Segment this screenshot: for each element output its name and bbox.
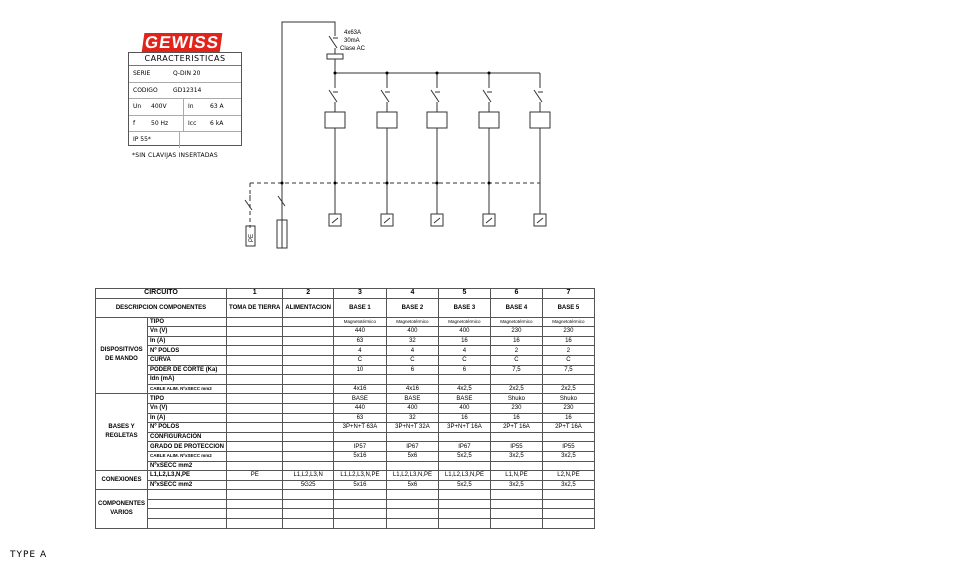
cell: 230 [542, 327, 594, 337]
cell [227, 413, 283, 423]
cell: 16 [542, 413, 594, 423]
cell: 230 [542, 403, 594, 413]
cell [227, 432, 283, 442]
description-5: BASE 3 [438, 298, 490, 317]
cell [283, 355, 334, 365]
cell [333, 490, 386, 500]
type-label: TYPE A [10, 550, 48, 560]
table-row [96, 317, 595, 327]
cell [490, 490, 542, 500]
row-label: CONFIGURACIÓN [148, 432, 227, 442]
icc-value: 6 kA [210, 119, 224, 127]
cell: 400 [438, 327, 490, 337]
ip-label: IP 55* [133, 136, 151, 144]
cell: 5G25 [283, 480, 334, 490]
cell [227, 327, 283, 337]
cell: 440 [333, 403, 386, 413]
cell: 63 [333, 413, 386, 423]
description-2: ALIMENTACION [283, 298, 334, 317]
cell [386, 432, 438, 442]
cell [283, 317, 334, 327]
cell [227, 375, 283, 385]
row-label: TIPO [148, 317, 227, 327]
cell [438, 519, 490, 529]
cell: L1,L2,L3,N,PE [333, 471, 386, 481]
main-breaker-sensitivity: 30mA [344, 38, 360, 44]
row-label: L1,L2,L3,N,PE [148, 471, 227, 481]
cell: 230 [490, 327, 542, 337]
table-row [96, 519, 595, 529]
table-row [96, 394, 595, 404]
cell [542, 509, 594, 519]
description-4: BASE 2 [386, 298, 438, 317]
row-label: In (A) [148, 336, 227, 346]
row-label: NºxSECC mm2 [148, 480, 227, 490]
row-label [148, 509, 227, 519]
cell: C [438, 355, 490, 365]
cell [490, 375, 542, 385]
row-label: Nº POLOS [148, 423, 227, 433]
cell [227, 394, 283, 404]
cell [227, 346, 283, 356]
cell: 63 [333, 336, 386, 346]
cell: BASE [438, 394, 490, 404]
row-label: CABLE ALIM. NºxSECC mm2 [148, 451, 227, 461]
cell [333, 509, 386, 519]
row-label: PODER DE CORTE (Ka) [148, 365, 227, 375]
cell: 6 [438, 365, 490, 375]
in-label: In [188, 103, 194, 111]
cell: C [490, 355, 542, 365]
row-label [148, 519, 227, 529]
un-label: Un [133, 103, 142, 111]
row-label: NºxSECC mm2 [148, 461, 227, 471]
table-row [96, 461, 595, 471]
row-label: TIPO [148, 394, 227, 404]
cell: IP67 [386, 442, 438, 452]
table-row [96, 413, 595, 423]
cell [283, 519, 334, 529]
cell: 16 [490, 336, 542, 346]
description-label: DESCRIPCION COMPONENTES [96, 298, 227, 317]
cell: 2P+T 16A [490, 423, 542, 433]
cell [227, 423, 283, 433]
cell: L1,L2,L3,N,PE [438, 471, 490, 481]
cell [283, 423, 334, 433]
cell: C [386, 355, 438, 365]
cell: Shuko [542, 394, 594, 404]
cell: 2 [490, 346, 542, 356]
cell: 16 [438, 336, 490, 346]
cell [386, 375, 438, 385]
branch-1-rect [325, 112, 345, 128]
branch-3-rect [427, 112, 447, 128]
row-label [148, 490, 227, 500]
table-row [96, 336, 595, 346]
cell [283, 403, 334, 413]
table-row [96, 327, 595, 337]
main-breaker-class: Clase AC [340, 46, 366, 52]
table-row [96, 509, 595, 519]
table-row [96, 365, 595, 375]
cell [490, 461, 542, 471]
cell: 5x16 [333, 480, 386, 490]
cell: L1,L2,L3,N [283, 471, 334, 481]
cell: 400 [386, 327, 438, 337]
cell [283, 375, 334, 385]
cell: 16 [542, 336, 594, 346]
cell: 7,5 [490, 365, 542, 375]
cell [438, 375, 490, 385]
table-row [96, 432, 595, 442]
cell [227, 461, 283, 471]
branch-1-line [332, 218, 338, 223]
cell [542, 490, 594, 500]
cell: 5x16 [333, 451, 386, 461]
cell [283, 365, 334, 375]
cell: Magnetotérmico [438, 317, 490, 327]
cell [438, 499, 490, 509]
cell [227, 403, 283, 413]
cell [283, 432, 334, 442]
row-label: Nº POLOS [148, 346, 227, 356]
cell [333, 461, 386, 471]
table-header-row [96, 289, 595, 299]
cell [438, 461, 490, 471]
cell: Magnetotérmico [490, 317, 542, 327]
cell: 3x2,5 [542, 451, 594, 461]
section-2: BASES Y REGLETAS [96, 394, 148, 471]
table-row [96, 451, 595, 461]
cell: 400 [386, 403, 438, 413]
cell: 10 [333, 365, 386, 375]
cell: 3P+N+T 63A [333, 423, 386, 433]
cell [333, 519, 386, 529]
cell: 5x6 [386, 480, 438, 490]
cell [333, 432, 386, 442]
cell: 3P+N+T 32A [386, 423, 438, 433]
characteristics-title: CARACTERISTICAS [129, 53, 241, 66]
cell: C [333, 355, 386, 365]
cell: 5x6 [386, 451, 438, 461]
table-row [96, 355, 595, 365]
cell [283, 442, 334, 452]
table-row [96, 480, 595, 490]
cell [227, 451, 283, 461]
cell [542, 461, 594, 471]
description-7: BASE 5 [542, 298, 594, 317]
cell: 4 [386, 346, 438, 356]
branch-5-line [537, 218, 543, 223]
cell: C [542, 355, 594, 365]
cell: 2 [542, 346, 594, 356]
table-row [96, 499, 595, 509]
branch-2-rect [377, 112, 397, 128]
cell: 32 [386, 413, 438, 423]
cell: 6 [386, 365, 438, 375]
cell: 3x2,5 [490, 480, 542, 490]
row-label [148, 499, 227, 509]
cell [490, 432, 542, 442]
description-1: TOMA DE TIERRA [227, 298, 283, 317]
cell [227, 490, 283, 500]
cell [542, 519, 594, 529]
rcd-box [327, 54, 343, 59]
row-label: GRADO DE PROTECCION [148, 442, 227, 452]
cell: 3x2,5 [490, 451, 542, 461]
table-row [96, 471, 595, 481]
cell [283, 336, 334, 346]
cell: IP57 [333, 442, 386, 452]
circuit-table [95, 288, 595, 529]
cell [227, 384, 283, 394]
circuit-number-4: 4 [386, 289, 438, 299]
cell: 4x16 [333, 384, 386, 394]
description-row [96, 298, 595, 317]
cell: L1,L2,L3,N,PE [386, 471, 438, 481]
cell: Magnetotérmico [386, 317, 438, 327]
table-row [96, 375, 595, 385]
circuit-number-6: 6 [490, 289, 542, 299]
section-1: DISPOSITIVOS DE MANDO [96, 317, 148, 394]
circuit-number-1: 1 [227, 289, 283, 299]
cell [283, 461, 334, 471]
row-label: CURVA [148, 355, 227, 365]
circuit-title-cell: CIRCUITO [96, 289, 227, 299]
cell [386, 461, 438, 471]
section-3: CONEXIONES [96, 471, 148, 490]
icc-label: Icc [188, 119, 197, 127]
gewiss-logo: GEWISS [142, 33, 223, 53]
cell [227, 442, 283, 452]
cell: 5x2,5 [438, 451, 490, 461]
pe-label: PE [249, 233, 255, 242]
row-label: Idn (mA) [148, 375, 227, 385]
row-label: In (A) [148, 413, 227, 423]
table-row [96, 403, 595, 413]
cell [283, 499, 334, 509]
f-value: 50 Hz [151, 119, 169, 127]
branch-5-rect [530, 112, 550, 128]
circuit-number-3: 3 [333, 289, 386, 299]
cell: 7,5 [542, 365, 594, 375]
circuit-number-2: 2 [283, 289, 334, 299]
cell [386, 499, 438, 509]
cell: 400 [438, 403, 490, 413]
cell [490, 499, 542, 509]
cell [283, 490, 334, 500]
cell: L2,N,PE [542, 471, 594, 481]
cell [386, 519, 438, 529]
cell: 2x2,5 [490, 384, 542, 394]
cell: IP55 [490, 442, 542, 452]
cell: 230 [490, 403, 542, 413]
cell [227, 519, 283, 529]
cell: IP55 [542, 442, 594, 452]
description-6: BASE 4 [490, 298, 542, 317]
cell: 16 [490, 413, 542, 423]
branch-3-line [434, 218, 440, 223]
cell [283, 384, 334, 394]
cell: PE [227, 471, 283, 481]
cell: 440 [333, 327, 386, 337]
branch-4-line [486, 218, 492, 223]
section-4: COMPONENTES VARIOS [96, 490, 148, 528]
cell: 16 [438, 413, 490, 423]
row-label: CABLE ALIM. NºxSECC mm2 [148, 384, 227, 394]
cell: 5x2,5 [438, 480, 490, 490]
cell [542, 375, 594, 385]
cell [386, 490, 438, 500]
cell: 3x2,5 [542, 480, 594, 490]
cell [283, 327, 334, 337]
cell: Shuko [490, 394, 542, 404]
cell [227, 499, 283, 509]
row-label: Vn (V) [148, 403, 227, 413]
cell [227, 355, 283, 365]
cell: BASE [386, 394, 438, 404]
codigo-label: CODIGO [133, 86, 158, 94]
cell: 3P+N+T 16A [438, 423, 490, 433]
cell [283, 346, 334, 356]
table-row [96, 442, 595, 452]
cell [438, 432, 490, 442]
cell: 4 [333, 346, 386, 356]
codigo-value: GD12314 [173, 86, 202, 94]
table-row [96, 346, 595, 356]
in-value: 63 A [210, 103, 224, 111]
table-row [96, 423, 595, 433]
cell [227, 509, 283, 519]
cell [438, 509, 490, 519]
cell [542, 432, 594, 442]
cell [283, 394, 334, 404]
circuit-number-7: 7 [542, 289, 594, 299]
cell [438, 490, 490, 500]
cell [333, 375, 386, 385]
cell [227, 336, 283, 346]
cell: IP67 [438, 442, 490, 452]
cell [333, 499, 386, 509]
cell: BASE [333, 394, 386, 404]
cell [490, 519, 542, 529]
description-3: BASE 1 [333, 298, 386, 317]
row-label: Vn (V) [148, 327, 227, 337]
cell: 4 [438, 346, 490, 356]
cell: 2P+T 16A [542, 423, 594, 433]
cell [542, 499, 594, 509]
branch-4-rect [479, 112, 499, 128]
cell: Magnetotérmico [542, 317, 594, 327]
main-breaker-rating: 4x63A [344, 30, 362, 36]
cell [227, 480, 283, 490]
cell: L1,N,PE [490, 471, 542, 481]
serie-value: Q-DIN 20 [173, 70, 201, 78]
table-row [96, 490, 595, 500]
cell: 32 [386, 336, 438, 346]
cell [283, 451, 334, 461]
un-value: 400V [151, 103, 167, 111]
branch-2-line [384, 218, 390, 223]
specs-note: *SIN CLAVIJAS INSERTADAS [132, 152, 218, 159]
cell [283, 413, 334, 423]
f-label: f [133, 119, 136, 127]
cell: 2x2,5 [542, 384, 594, 394]
cell: 4x2,5 [438, 384, 490, 394]
cell [227, 317, 283, 327]
cell [490, 509, 542, 519]
cell [227, 365, 283, 375]
cell: Magnetotérmico [333, 317, 386, 327]
circuit-number-5: 5 [438, 289, 490, 299]
cell [386, 509, 438, 519]
cell [283, 509, 334, 519]
cell: 4x16 [386, 384, 438, 394]
serie-label: SERIE [133, 70, 151, 78]
table-row [96, 384, 595, 394]
